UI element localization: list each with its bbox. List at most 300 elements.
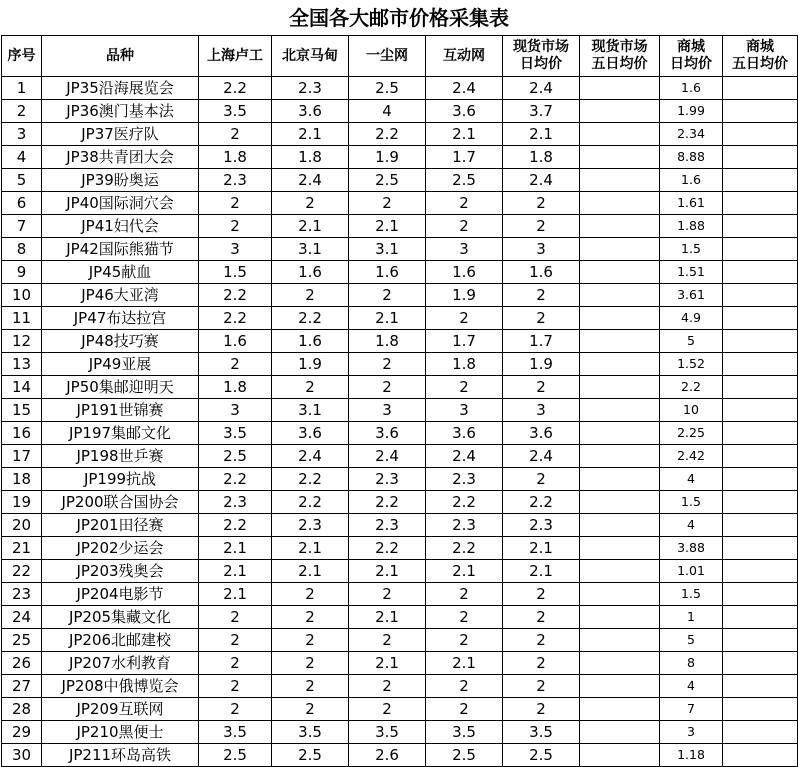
cell-shanghai-lugong: 2 [199,123,272,146]
cell-hudong-net: 2.3 [426,468,503,491]
cell-spot-five-day-avg [580,629,660,652]
cell-seq: 28 [2,698,42,721]
cell-shanghai-lugong: 2 [199,353,272,376]
cell-beijing-madian: 3.5 [272,721,349,744]
table-row [2,353,798,376]
cell-mall-five-day-avg [723,560,798,583]
cell-beijing-madian: 2 [272,652,349,675]
cell-mall-five-day-avg [723,261,798,284]
cell-yichen-net: 2 [349,675,426,698]
cell-mall-five-day-avg [723,146,798,169]
cell-spot-five-day-avg [580,192,660,215]
cell-mall-five-day-avg [723,514,798,537]
cell-beijing-madian: 1.8 [272,146,349,169]
column-header-mall-daily-avg [660,36,723,77]
cell-spot-daily-avg: 2.2 [503,491,580,514]
cell-spot-daily-avg: 2 [503,307,580,330]
table-row [2,146,798,169]
cell-variety: JP36澳门基本法 [42,100,199,123]
cell-shanghai-lugong: 1.8 [199,376,272,399]
cell-mall-five-day-avg [723,698,798,721]
cell-mall-daily-avg: 1.99 [660,100,723,123]
cell-variety: JP191世锦赛 [42,399,199,422]
cell-hudong-net: 3.5 [426,721,503,744]
cell-variety: JP209互联网 [42,698,199,721]
cell-beijing-madian: 2.3 [272,77,349,100]
cell-mall-five-day-avg [723,744,798,767]
cell-spot-daily-avg: 2 [503,606,580,629]
cell-spot-five-day-avg [580,675,660,698]
cell-mall-daily-avg: 2.25 [660,422,723,445]
cell-mall-daily-avg: 3 [660,721,723,744]
cell-shanghai-lugong: 3.5 [199,422,272,445]
cell-spot-daily-avg: 3 [503,238,580,261]
cell-hudong-net: 2 [426,376,503,399]
cell-yichen-net: 2.1 [349,606,426,629]
table-row [2,307,798,330]
cell-variety: JP208中俄博览会 [42,675,199,698]
cell-variety: JP202少运会 [42,537,199,560]
cell-spot-daily-avg: 2.3 [503,514,580,537]
cell-spot-five-day-avg [580,698,660,721]
cell-spot-daily-avg: 2 [503,215,580,238]
cell-yichen-net: 3.5 [349,721,426,744]
cell-seq: 2 [2,100,42,123]
cell-beijing-madian: 2.1 [272,215,349,238]
cell-mall-daily-avg: 5 [660,330,723,353]
cell-beijing-madian: 2.1 [272,560,349,583]
cell-yichen-net: 2.1 [349,215,426,238]
cell-beijing-madian: 2.1 [272,123,349,146]
cell-variety: JP48技巧赛 [42,330,199,353]
cell-beijing-madian: 2.2 [272,491,349,514]
table-title: 全国各大邮市价格采集表 [289,6,509,30]
cell-mall-five-day-avg [723,583,798,606]
cell-mall-five-day-avg [723,100,798,123]
cell-hudong-net: 2.2 [426,537,503,560]
cell-shanghai-lugong: 2.2 [199,307,272,330]
cell-spot-five-day-avg [580,468,660,491]
cell-hudong-net: 2 [426,215,503,238]
column-header-line1: 上海卢工 [207,47,263,64]
table-row [2,606,798,629]
cell-mall-daily-avg: 1.51 [660,261,723,284]
cell-yichen-net: 2.2 [349,537,426,560]
cell-spot-five-day-avg [580,307,660,330]
cell-mall-five-day-avg [723,491,798,514]
column-header-line1: 北京马甸 [282,47,338,64]
cell-variety: JP201田径赛 [42,514,199,537]
cell-spot-daily-avg: 2.4 [503,169,580,192]
cell-spot-five-day-avg [580,721,660,744]
cell-variety: JP198世乒赛 [42,445,199,468]
cell-variety: JP37医疗队 [42,123,199,146]
cell-variety: JP199抗战 [42,468,199,491]
cell-spot-daily-avg: 2.1 [503,560,580,583]
table-row [2,261,798,284]
column-header-line2: 日均价 [520,56,562,72]
table-row [2,169,798,192]
cell-mall-five-day-avg [723,675,798,698]
cell-spot-five-day-avg [580,491,660,514]
cell-spot-five-day-avg [580,146,660,169]
cell-spot-five-day-avg [580,376,660,399]
cell-hudong-net: 2 [426,583,503,606]
column-header-beijing-madian [272,36,349,77]
cell-spot-five-day-avg [580,422,660,445]
cell-mall-daily-avg: 1.52 [660,353,723,376]
cell-shanghai-lugong: 2.1 [199,537,272,560]
cell-beijing-madian: 2 [272,376,349,399]
cell-mall-five-day-avg [723,215,798,238]
cell-spot-daily-avg: 1.9 [503,353,580,376]
table-row [2,560,798,583]
cell-hudong-net: 2 [426,307,503,330]
cell-shanghai-lugong: 3.5 [199,721,272,744]
cell-yichen-net: 2 [349,376,426,399]
cell-spot-daily-avg: 2.4 [503,445,580,468]
cell-spot-daily-avg: 2.5 [503,744,580,767]
table-row [2,468,798,491]
cell-mall-five-day-avg [723,537,798,560]
cell-mall-daily-avg: 4 [660,468,723,491]
cell-shanghai-lugong: 1.8 [199,146,272,169]
cell-shanghai-lugong: 2.5 [199,744,272,767]
cell-yichen-net: 2.2 [349,491,426,514]
cell-mall-daily-avg: 1.01 [660,560,723,583]
cell-beijing-madian: 1.9 [272,353,349,376]
cell-seq: 4 [2,146,42,169]
column-header-shanghai-lugong [199,36,272,77]
cell-seq: 25 [2,629,42,652]
cell-hudong-net: 1.6 [426,261,503,284]
cell-hudong-net: 1.8 [426,353,503,376]
cell-beijing-madian: 2 [272,606,349,629]
column-header-line1: 商城 [677,39,705,55]
cell-seq: 11 [2,307,42,330]
table-row [2,215,798,238]
cell-spot-five-day-avg [580,537,660,560]
cell-seq: 18 [2,468,42,491]
cell-variety: JP206北邮建校 [42,629,199,652]
cell-hudong-net: 2.1 [426,560,503,583]
cell-yichen-net: 3.1 [349,238,426,261]
cell-spot-daily-avg: 1.8 [503,146,580,169]
cell-hudong-net: 2.3 [426,514,503,537]
cell-hudong-net: 3 [426,238,503,261]
table-row [2,675,798,698]
cell-spot-daily-avg: 2 [503,284,580,307]
cell-beijing-madian: 2.4 [272,445,349,468]
cell-seq: 15 [2,399,42,422]
cell-beijing-madian: 3.1 [272,238,349,261]
cell-mall-daily-avg: 7 [660,698,723,721]
cell-shanghai-lugong: 2.3 [199,491,272,514]
cell-shanghai-lugong: 2 [199,606,272,629]
cell-beijing-madian: 3.1 [272,399,349,422]
cell-mall-daily-avg: 2.34 [660,123,723,146]
cell-spot-daily-avg: 1.7 [503,330,580,353]
cell-seq: 10 [2,284,42,307]
cell-spot-five-day-avg [580,445,660,468]
cell-yichen-net: 1.6 [349,261,426,284]
cell-beijing-madian: 2 [272,192,349,215]
cell-mall-daily-avg: 5 [660,629,723,652]
column-header-line1: 品种 [106,47,134,64]
cell-seq: 20 [2,514,42,537]
cell-beijing-madian: 3.6 [272,422,349,445]
cell-shanghai-lugong: 2.5 [199,445,272,468]
cell-spot-daily-avg: 3.6 [503,422,580,445]
table-row [2,123,798,146]
cell-yichen-net: 2.5 [349,77,426,100]
table-row [2,698,798,721]
cell-mall-daily-avg: 3.88 [660,537,723,560]
cell-seq: 17 [2,445,42,468]
cell-yichen-net: 2.3 [349,468,426,491]
cell-beijing-madian: 2.2 [272,307,349,330]
cell-seq: 30 [2,744,42,767]
cell-mall-five-day-avg [723,169,798,192]
cell-seq: 13 [2,353,42,376]
column-header-seq [2,36,42,77]
column-header-line1: 现货市场 [591,39,648,55]
cell-hudong-net: 2 [426,629,503,652]
cell-shanghai-lugong: 3 [199,399,272,422]
cell-hudong-net: 2 [426,192,503,215]
cell-spot-five-day-avg [580,169,660,192]
cell-mall-five-day-avg [723,284,798,307]
cell-variety: JP42国际熊猫节 [42,238,199,261]
cell-variety: JP38共青团大会 [42,146,199,169]
cell-mall-daily-avg: 4 [660,514,723,537]
cell-variety: JP50集邮迎明天 [42,376,199,399]
cell-mall-daily-avg: 1.88 [660,215,723,238]
cell-yichen-net: 2.2 [349,123,426,146]
cell-mall-daily-avg: 1.5 [660,583,723,606]
cell-spot-five-day-avg [580,261,660,284]
cell-mall-daily-avg: 1.6 [660,77,723,100]
cell-spot-daily-avg: 2 [503,629,580,652]
cell-seq: 9 [2,261,42,284]
cell-yichen-net: 2 [349,698,426,721]
header-row [2,36,798,77]
cell-variety: JP40国际洞穴会 [42,192,199,215]
cell-mall-daily-avg: 1.5 [660,491,723,514]
cell-hudong-net: 3.6 [426,100,503,123]
cell-mall-daily-avg: 1 [660,606,723,629]
cell-hudong-net: 2.5 [426,169,503,192]
cell-seq: 23 [2,583,42,606]
cell-spot-daily-avg: 2.1 [503,123,580,146]
cell-hudong-net: 2 [426,698,503,721]
cell-variety: JP210黑便士 [42,721,199,744]
cell-beijing-madian: 2.4 [272,169,349,192]
cell-shanghai-lugong: 2 [199,215,272,238]
cell-seq: 27 [2,675,42,698]
cell-spot-daily-avg: 2.1 [503,537,580,560]
table-row [2,77,798,100]
cell-spot-daily-avg: 2 [503,652,580,675]
cell-beijing-madian: 2 [272,698,349,721]
column-header-variety [42,36,199,77]
table-row [2,721,798,744]
cell-yichen-net: 2 [349,284,426,307]
cell-spot-five-day-avg [580,399,660,422]
cell-yichen-net: 2.1 [349,307,426,330]
cell-seq: 7 [2,215,42,238]
column-header-line2: 五日均价 [732,56,788,72]
cell-beijing-madian: 2 [272,675,349,698]
cell-spot-five-day-avg [580,100,660,123]
cell-beijing-madian: 2 [272,284,349,307]
column-header-mall-five-day-avg [723,36,798,77]
cell-yichen-net: 4 [349,100,426,123]
table-row [2,491,798,514]
column-header-spot-five-day-avg [580,36,660,77]
cell-mall-daily-avg: 2.42 [660,445,723,468]
column-header-line1: 一尘网 [366,47,408,64]
column-header-line2: 五日均价 [591,56,648,72]
cell-spot-five-day-avg [580,652,660,675]
cell-spot-daily-avg: 2 [503,192,580,215]
column-header-line2: 日均价 [670,56,712,72]
cell-mall-five-day-avg [723,238,798,261]
cell-spot-daily-avg: 3.7 [503,100,580,123]
cell-variety: JP39盼奥运 [42,169,199,192]
cell-variety: JP49亚展 [42,353,199,376]
cell-hudong-net: 1.9 [426,284,503,307]
cell-seq: 26 [2,652,42,675]
table-row [2,514,798,537]
cell-shanghai-lugong: 2 [199,652,272,675]
cell-spot-five-day-avg [580,215,660,238]
cell-seq: 8 [2,238,42,261]
table-row [2,330,798,353]
cell-variety: JP46大亚湾 [42,284,199,307]
cell-mall-daily-avg: 4.9 [660,307,723,330]
cell-spot-daily-avg: 2 [503,468,580,491]
cell-spot-daily-avg: 2.4 [503,77,580,100]
cell-seq: 16 [2,422,42,445]
cell-beijing-madian: 2 [272,583,349,606]
cell-shanghai-lugong: 2.1 [199,583,272,606]
cell-seq: 5 [2,169,42,192]
cell-seq: 29 [2,721,42,744]
cell-yichen-net: 2.4 [349,445,426,468]
cell-hudong-net: 3.6 [426,422,503,445]
cell-spot-five-day-avg [580,583,660,606]
cell-seq: 1 [2,77,42,100]
cell-beijing-madian: 2.3 [272,514,349,537]
table-row [2,445,798,468]
cell-mall-five-day-avg [723,307,798,330]
cell-hudong-net: 2.5 [426,744,503,767]
cell-mall-daily-avg: 3.61 [660,284,723,307]
cell-mall-five-day-avg [723,468,798,491]
cell-mall-five-day-avg [723,192,798,215]
table-row [2,376,798,399]
cell-variety: JP47布达拉宫 [42,307,199,330]
cell-variety: JP211环岛高铁 [42,744,199,767]
column-header-yichen-net [349,36,426,77]
cell-mall-five-day-avg [723,422,798,445]
cell-yichen-net: 2.1 [349,560,426,583]
cell-spot-daily-avg: 2 [503,376,580,399]
cell-shanghai-lugong: 2.3 [199,169,272,192]
column-header-line1: 序号 [7,47,36,64]
cell-shanghai-lugong: 2.2 [199,468,272,491]
cell-mall-daily-avg: 10 [660,399,723,422]
cell-shanghai-lugong: 3.5 [199,100,272,123]
cell-spot-five-day-avg [580,77,660,100]
cell-shanghai-lugong: 2.1 [199,560,272,583]
cell-mall-five-day-avg [723,399,798,422]
cell-mall-five-day-avg [723,376,798,399]
cell-beijing-madian: 2.2 [272,468,349,491]
cell-shanghai-lugong: 2.2 [199,77,272,100]
cell-variety: JP197集邮文化 [42,422,199,445]
cell-beijing-madian: 2.5 [272,744,349,767]
cell-spot-daily-avg: 1.6 [503,261,580,284]
cell-beijing-madian: 3.6 [272,100,349,123]
cell-yichen-net: 2.3 [349,514,426,537]
cell-hudong-net: 2 [426,606,503,629]
cell-spot-daily-avg: 2 [503,698,580,721]
cell-beijing-madian: 1.6 [272,330,349,353]
cell-shanghai-lugong: 2.2 [199,514,272,537]
cell-shanghai-lugong: 2 [199,192,272,215]
cell-yichen-net: 2 [349,583,426,606]
cell-yichen-net: 2.1 [349,652,426,675]
column-header-spot-daily-avg [503,36,580,77]
table-row [2,652,798,675]
cell-seq: 22 [2,560,42,583]
cell-variety: JP205集藏文化 [42,606,199,629]
cell-mall-daily-avg: 2.2 [660,376,723,399]
cell-seq: 24 [2,606,42,629]
table-row [2,537,798,560]
cell-mall-daily-avg: 1.6 [660,169,723,192]
table-row [2,744,798,767]
table-row [2,422,798,445]
cell-spot-five-day-avg [580,744,660,767]
cell-mall-daily-avg: 4 [660,675,723,698]
cell-hudong-net: 1.7 [426,146,503,169]
cell-shanghai-lugong: 2.2 [199,284,272,307]
cell-hudong-net: 2.1 [426,652,503,675]
cell-mall-five-day-avg [723,606,798,629]
cell-spot-five-day-avg [580,606,660,629]
cell-spot-five-day-avg [580,514,660,537]
cell-mall-five-day-avg [723,629,798,652]
cell-beijing-madian: 1.6 [272,261,349,284]
cell-mall-five-day-avg [723,77,798,100]
cell-mall-daily-avg: 8 [660,652,723,675]
cell-hudong-net: 2.2 [426,491,503,514]
cell-hudong-net: 3 [426,399,503,422]
column-header-line1: 商城 [746,39,774,55]
table-body [2,77,798,767]
table-row [2,284,798,307]
table-row [2,629,798,652]
cell-spot-five-day-avg [580,238,660,261]
cell-beijing-madian: 2.1 [272,537,349,560]
cell-yichen-net: 1.9 [349,146,426,169]
cell-variety: JP41妇代会 [42,215,199,238]
cell-variety: JP45献血 [42,261,199,284]
cell-spot-daily-avg: 3.5 [503,721,580,744]
